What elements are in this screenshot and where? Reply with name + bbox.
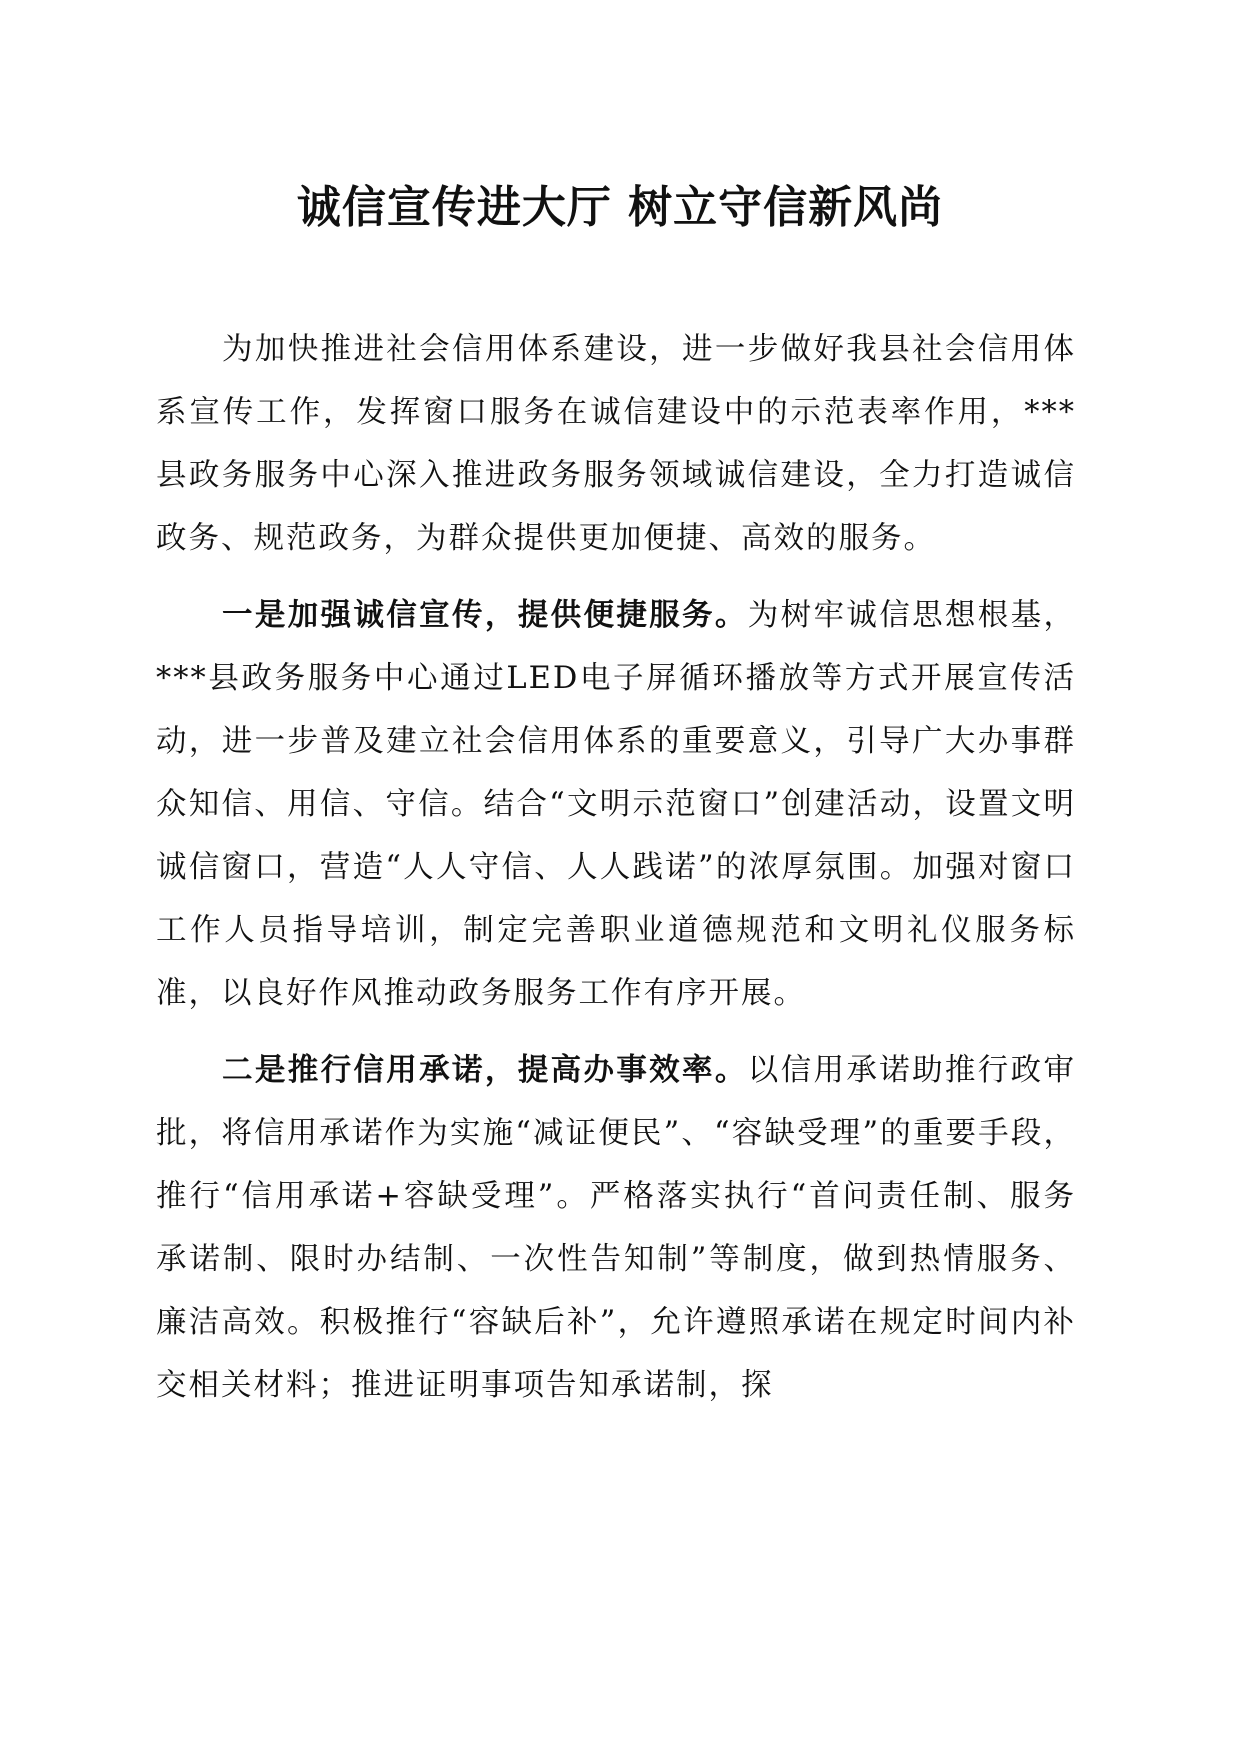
paragraph-lead: 二是推行信用承诺，提高办事效率。 [222,1053,748,1088]
paragraph-text: 为加快推进社会信用体系建设，进一步做好我县社会信用体系宣传工作，发挥窗口服务在诚信建设中的示范表率作用，***县政务服务中心深入推进政务服务领域诚信建设，全力打造诚信政务、规范政务，为群众提供更加便捷、高效的服务。 [156,332,1076,556]
document-body [156,318,1076,1431]
paragraph-point-one [156,584,1076,1025]
paragraph-text: 为树牢诚信思想根基，***县政务服务中心通过LED电子屏循环播放等方式开展宣传活动，进一步普及建立社会信用体系的重要意义，引导广大办事群众知信、用信、守信。结合“文明示范窗口”创建活动，设置文明诚信窗口，营造“人人守信、人人践诺”的浓厚氛围。加强对窗口工作人员指导培训，制定完善职业道德规范和文明礼仪服务标准，以良好作风推动政务服务工作有序开展。 [156,598,1077,1011]
paragraph-intro [156,318,1076,570]
paragraph-text: 以信用承诺助推行政审批，将信用承诺作为实施“减证便民”、“容缺受理”的重要手段，推行“信用承诺+容缺受理”。严格落实执行“首问责任制、服务承诺制、限时办结制、一次性告知制”等制度，做到热情服务、廉洁高效。积极推行“容缺后补”，允许遵照承诺在规定时间内补交相关材料；推进证明事项告知承诺制，探 [156,1053,1077,1403]
document-title: 诚信宣传进大厅 树立守信新风尚 [296,182,944,233]
paragraph-lead: 一是加强诚信宣传，提供便捷服务。 [222,598,748,633]
paragraph-point-two [156,1039,1076,1417]
